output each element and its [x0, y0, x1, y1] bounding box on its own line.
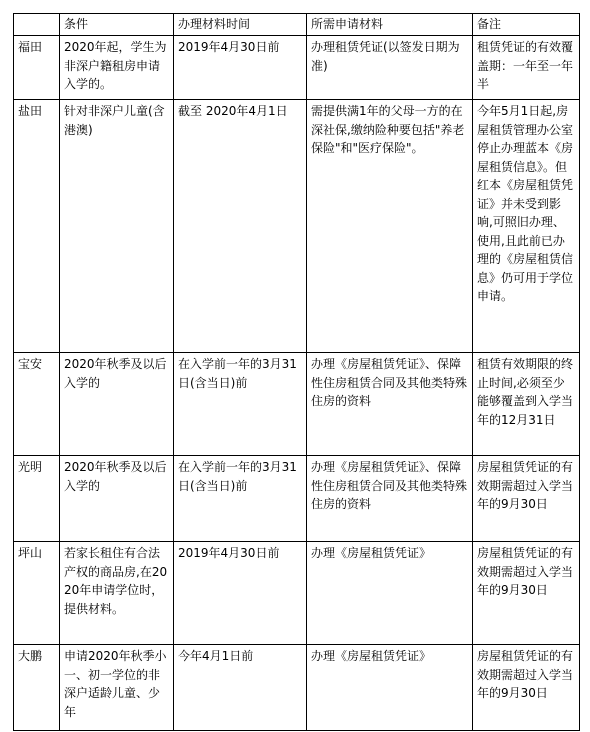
cell-materials: 办理《房屋租赁凭证》	[307, 645, 473, 731]
table-row	[14, 353, 580, 456]
cell-materials: 办理《房屋租赁凭证》、保障性住房租赁合同及其他类特殊住房的资料	[307, 456, 473, 542]
cell-time: 2019年4月30日前	[174, 36, 307, 100]
cell-time: 2019年4月30日前	[174, 542, 307, 645]
cell-time: 在入学前一年的3月31日(含当日)前	[174, 456, 307, 542]
header-district	[14, 14, 60, 36]
cell-note: 租赁凭证的有效覆盖期：一年至一年半	[473, 36, 580, 100]
table-row	[14, 456, 580, 542]
cell-materials: 需提供满1年的父母一方的在深社保,缴纳险种要包括"养老保险"和"医疗保险"。	[307, 100, 473, 353]
cell-district: 光明	[14, 456, 60, 542]
table-row	[14, 645, 580, 731]
header-note: 备注	[473, 14, 580, 36]
cell-note: 房屋租赁凭证的有效期需超过入学当年的9月30日	[473, 645, 580, 731]
cell-time: 今年4月1日前	[174, 645, 307, 731]
school-enrollment-rental-table	[13, 13, 580, 731]
cell-condition: 2020年秋季及以后入学的	[60, 456, 174, 542]
header-row	[14, 14, 580, 36]
table-row	[14, 100, 580, 353]
cell-time: 截至 2020年4月1日	[174, 100, 307, 353]
cell-note: 房屋租赁凭证的有效期需超过入学当年的9月30日	[473, 456, 580, 542]
table-row	[14, 542, 580, 645]
cell-condition: 申请2020年秋季小一、初一学位的非深户适龄儿童、少年	[60, 645, 174, 731]
cell-district: 坪山	[14, 542, 60, 645]
cell-condition: 针对非深户儿童(含港澳)	[60, 100, 174, 353]
header-materials: 所需申请材料	[307, 14, 473, 36]
cell-condition: 2020年起，学生为非深户籍租房申请入学的。	[60, 36, 174, 100]
cell-condition: 2020年秋季及以后入学的	[60, 353, 174, 456]
cell-materials: 办理租赁凭证(以签发日期为准)	[307, 36, 473, 100]
cell-district: 大鹏	[14, 645, 60, 731]
cell-time: 在入学前一年的3月31日(含当日)前	[174, 353, 307, 456]
cell-note: 租赁有效期限的终止时间,必须至少能够覆盖到入学当年的12月31日	[473, 353, 580, 456]
table-row	[14, 36, 580, 100]
cell-materials: 办理《房屋租赁凭证》	[307, 542, 473, 645]
cell-district: 盐田	[14, 100, 60, 353]
cell-note: 房屋租赁凭证的有效期需超过入学当年的9月30日	[473, 542, 580, 645]
header-condition: 条件	[60, 14, 174, 36]
cell-district: 宝安	[14, 353, 60, 456]
cell-note: 今年5月1日起,房屋租赁管理办公室停止办理蓝本《房屋租赁信息》。但红本《房屋租赁凭证》并未受到影响,可照旧办理、使用,且此前已办理的《房屋租赁信息》仍可用于学位申请。	[473, 100, 580, 353]
header-time: 办理材料时间	[174, 14, 307, 36]
cell-district: 福田	[14, 36, 60, 100]
cell-materials: 办理《房屋租赁凭证》、保障性住房租赁合同及其他类特殊住房的资料	[307, 353, 473, 456]
cell-condition: 若家长租住有合法产权的商品房,在2020年申请学位时，提供材料。	[60, 542, 174, 645]
